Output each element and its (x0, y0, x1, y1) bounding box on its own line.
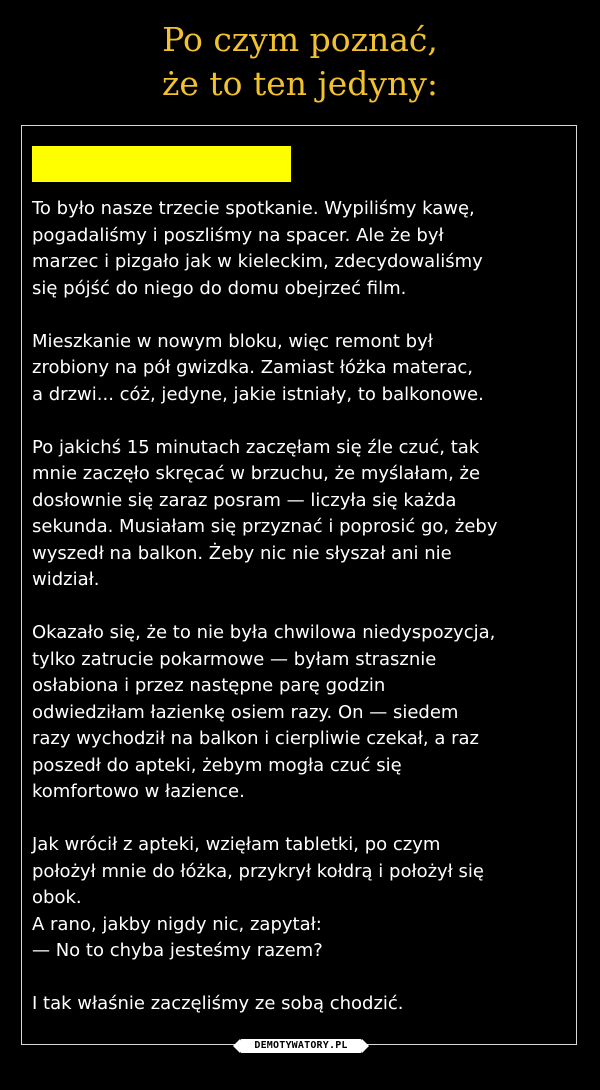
text-line: widział. (32, 569, 100, 590)
text-line: mnie zaczęło skręcać w brzuchu, że myślałam, że (32, 463, 481, 484)
text-line: — No to chyba jesteśmy razem? (32, 940, 323, 961)
text-line: A rano, jakby nigdy nic, zapytał: (32, 913, 322, 935)
paragraph-gap (32, 408, 572, 435)
text-line: To było nasze trzecie spotkanie. Wypiliśmy kawę, (32, 198, 475, 219)
text-line: sekunda. Musiałam się przyznać i poprosić go, żeby (32, 516, 498, 537)
text-line: poszedł do apteki, żebym mogła czuć się (32, 754, 402, 776)
text-line: odwiedziłam łazienkę osiem razy. On — siedem (32, 701, 459, 723)
watermark-badge: DEMOTYWATORY.PL (240, 1039, 362, 1053)
title-line-1: Po czym poznać, (162, 20, 438, 59)
text-line: obok. (32, 887, 82, 908)
text-line: razy wychodził na balkon i cierpliwie czekał, a raz (32, 728, 479, 749)
text-line: Jak wrócił z apteki, wzięłam tabletki, po czym (32, 834, 441, 855)
title-line-2: że to ten jedyny: (161, 64, 439, 103)
story-text (32, 196, 572, 1018)
text-line: dosłownie się zaraz posram — liczyła się każda (32, 489, 457, 511)
paragraph-gap (32, 965, 572, 992)
text-line: tylko zatrucie pokarmowe — byłam strasznie (32, 648, 437, 670)
paragraph-5 (32, 832, 572, 965)
text-line: I tak właśnie zaczęliśmy ze sobą chodzić. (32, 993, 404, 1014)
paragraph-gap (32, 594, 572, 621)
page-title (0, 18, 600, 106)
text-line: pogadaliśmy i poszliśmy na spacer. Ale że był (32, 224, 444, 246)
text-line: komfortowo w łazience. (32, 781, 245, 802)
text-line: Okazało się, że to nie była chwilowa niedyspozycja, (32, 622, 496, 643)
text-line: osłabiona i przez następne parę godzin (32, 675, 386, 696)
paragraph-4 (32, 620, 572, 806)
text-line: Po jakichś 15 minutach zaczęłam się źle czuć, tak (32, 436, 480, 458)
paragraph-1 (32, 196, 572, 302)
yellow-highlight-bar (32, 146, 291, 182)
paragraph-2 (32, 329, 572, 409)
text-line: Mieszkanie w nowym bloku, więc remont był (32, 330, 433, 352)
text-line: marzec i pizgało jak w kieleckim, zdecydowaliśmy (32, 251, 483, 272)
text-line: się pójść do niego do domu obejrzeć film. (32, 277, 407, 299)
text-line: a drzwi... cóż, jedyne, jakie istniały, to balkonowe. (32, 383, 484, 405)
text-line: wyszedł na balkon. Żeby nic nie słyszał ani nie (32, 542, 452, 564)
paragraph-6 (32, 991, 572, 1018)
text-line: położył mnie do łóżka, przykrył kołdrą i położył się (32, 860, 484, 882)
paragraph-3 (32, 435, 572, 594)
paragraph-gap (32, 806, 572, 833)
paragraph-gap (32, 302, 572, 329)
text-line: zrobiony na pół gwizdka. Zamiast łóżka materac, (32, 357, 473, 378)
